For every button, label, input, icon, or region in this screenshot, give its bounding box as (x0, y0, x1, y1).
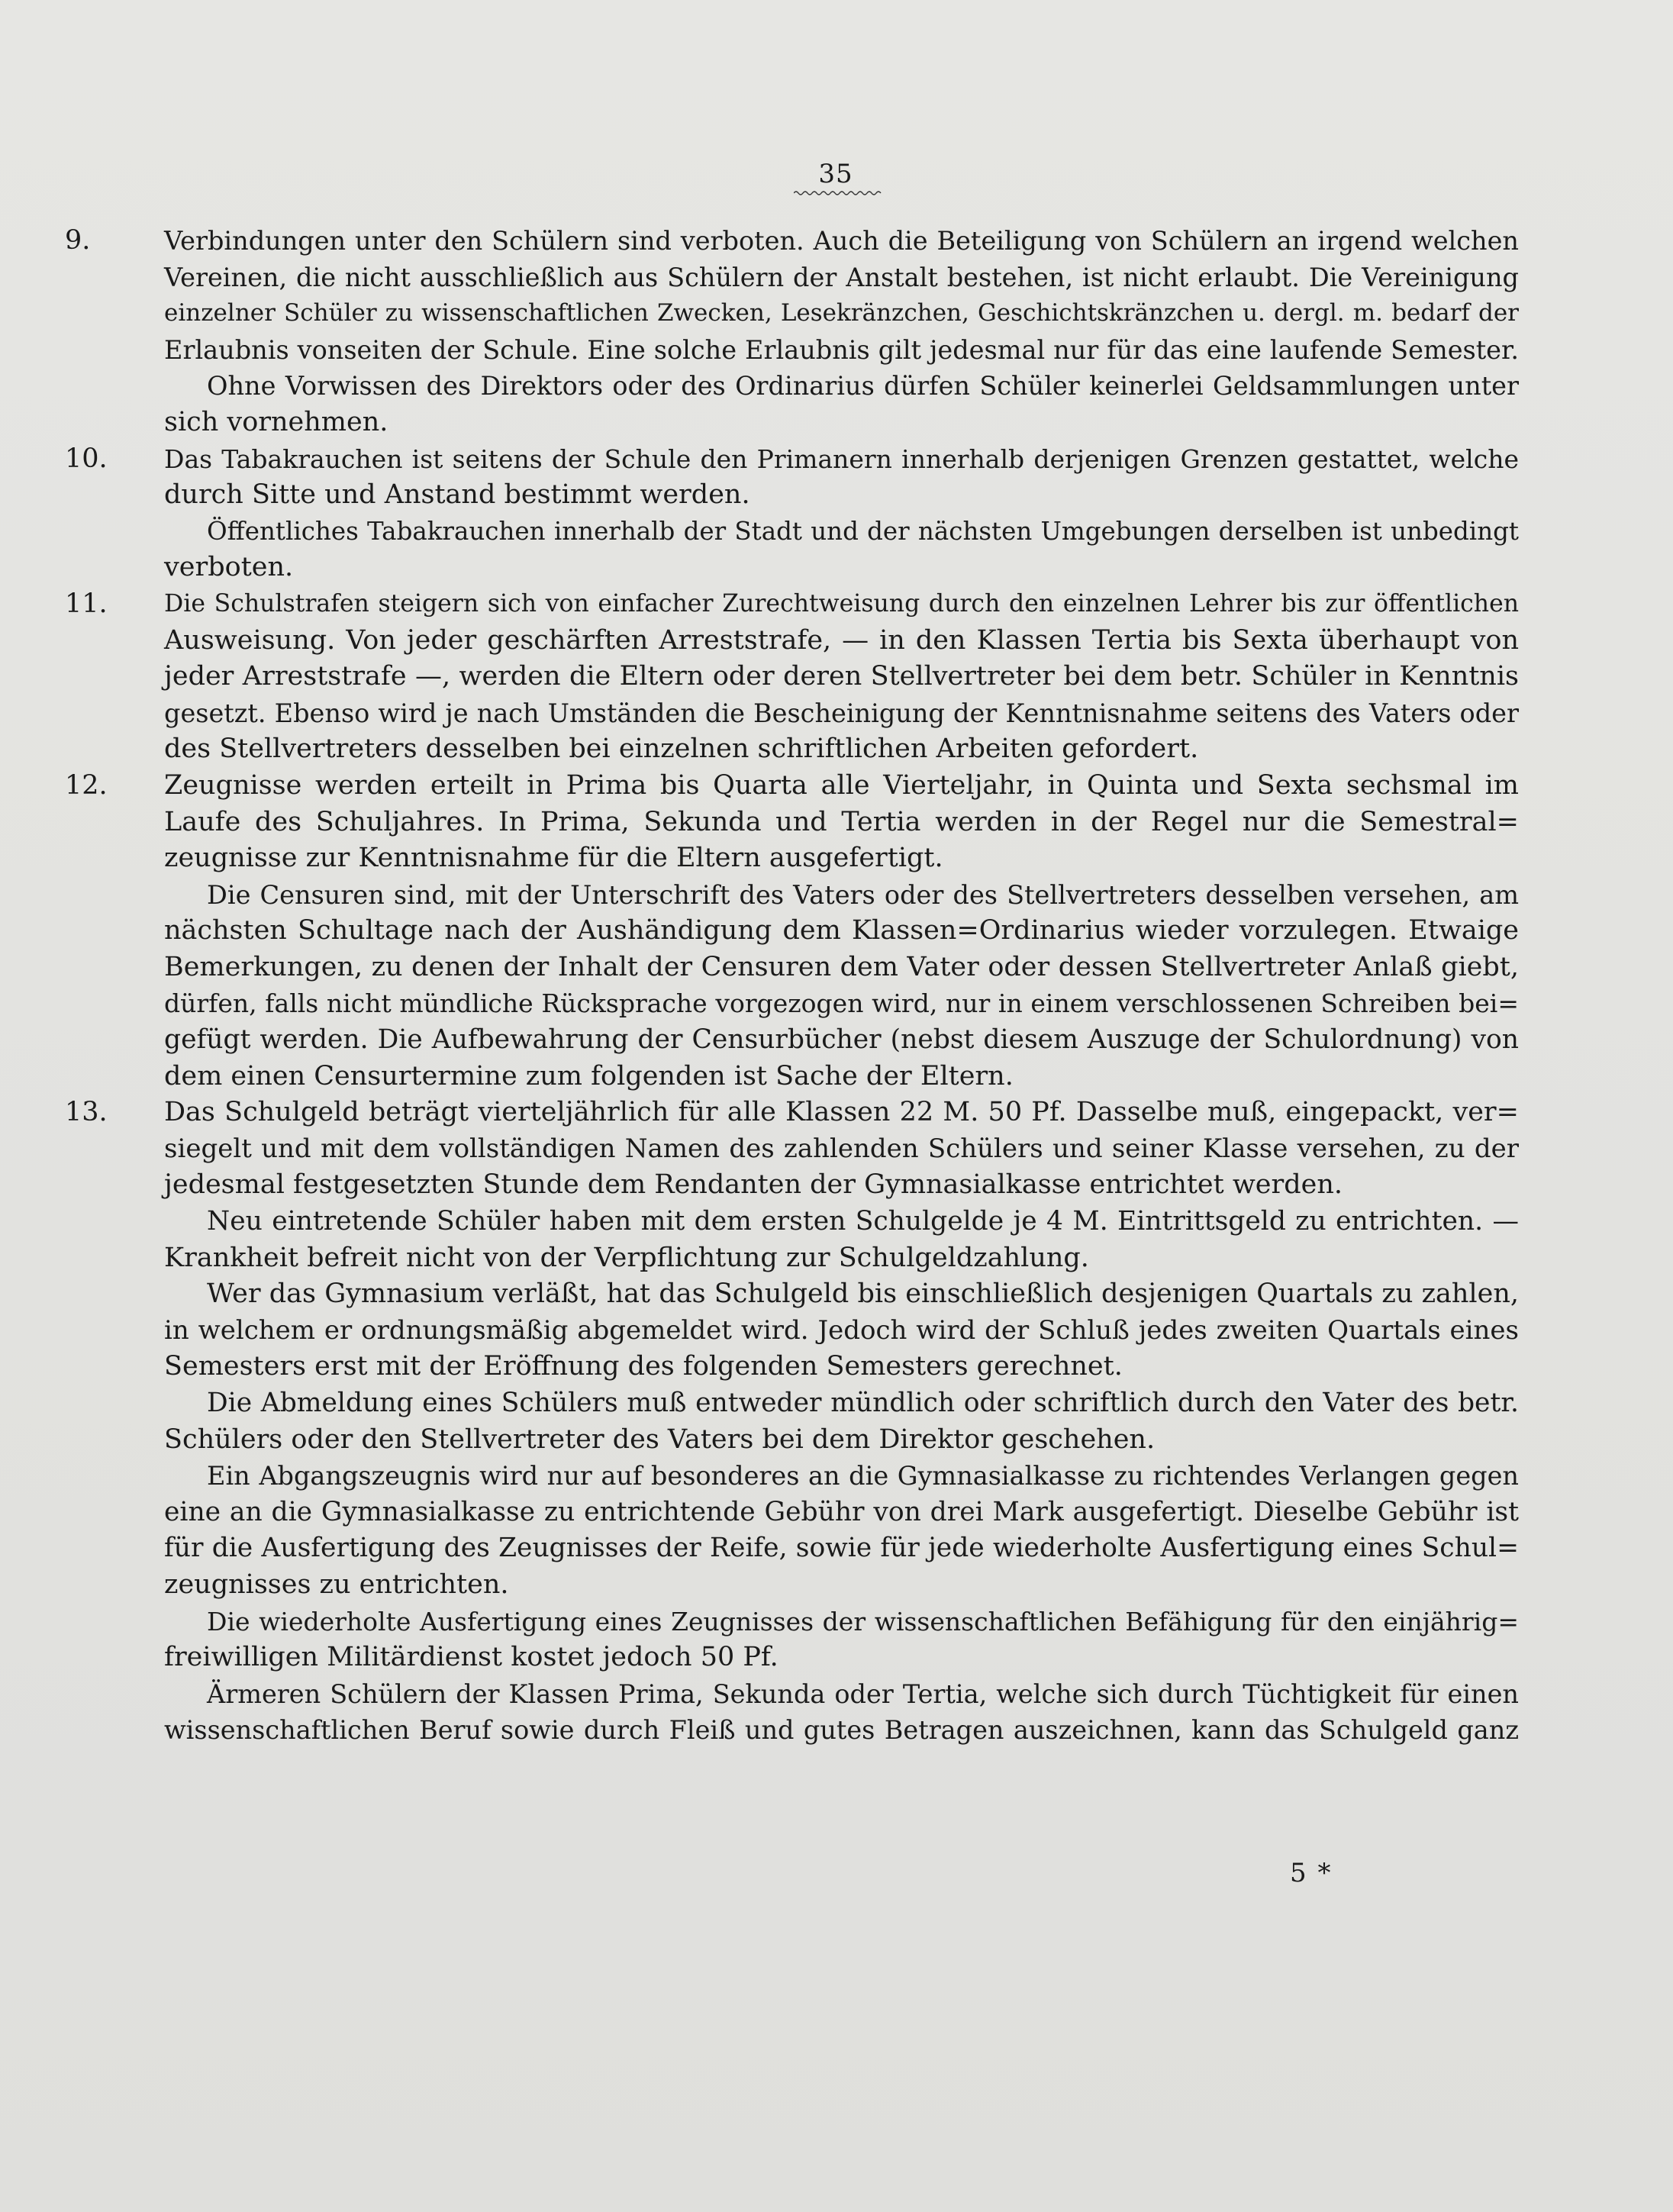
text-line: in welchem er ordnungsmäßig abgemeldet wird. Jedoch wird der Schluß jedes zweiten Quartals eines (164, 1314, 1519, 1346)
text-line: freiwilligen Militärdienst kostet jedoch 50 Pf. (164, 1642, 778, 1673)
text-line: Die Censuren sind, mit der Unterschrift des Vaters oder des Stellvertreters desselben versehen, am (207, 879, 1519, 910)
text-line: durch Sitte und Anstand bestimmt werden. (164, 479, 750, 511)
line-text: Verbindungen unter den Schülern sind verboten. Auch die Beteiligung von Schülern an irgend welchen (164, 226, 1519, 256)
text-line: des Stellvertreters desselben bei einzelnen schriftlichen Arbeiten gefordert. (164, 734, 1199, 765)
text-line: gefügt werden. Die Aufbewahrung der Censurbücher (nebst diesem Auszuge der Schulordnung) von (164, 1024, 1519, 1056)
text-line (65, 1095, 1519, 1131)
line-text: Das Tabakrauchen ist seitens der Schule den Primanern innerhalb derjenigen Grenzen gestattet, welche (164, 443, 1519, 474)
printer-signature-mark: 5 * (1290, 1858, 1333, 1888)
item-number: 13. (65, 1097, 108, 1128)
text-line: siegelt und mit dem vollständigen Namen des zahlenden Schülers und seiner Klasse versehen, zu der (164, 1133, 1519, 1164)
text-line: Öffentliches Tabakrauchen innerhalb der Stadt und der nächsten Umgebungen derselben ist unbedingt (207, 516, 1519, 546)
text-line: nächsten Schultage nach der Aushändigung dem Klassen=Ordinarius wieder vorzulegen. Etwaige (164, 915, 1519, 946)
page-number-ornament (794, 189, 882, 197)
text-line: verboten. (164, 552, 294, 583)
text-line: Vereinen, die nicht ausschließlich aus Schülern der Anstalt bestehen, ist nicht erlaubt. Die Vereinigung (164, 262, 1519, 292)
line-text: Das Schulgeld beträgt vierteljährlich für alle Klassen 22 M. 50 Pf. Dasselbe muß, eingepackt, ver= (164, 1097, 1519, 1128)
text-line: Erlaubnis vonseiten der Schule. Eine solche Erlaubnis gilt jedesmal nur für das eine laufende Semester. (164, 334, 1519, 365)
text-line: Ohne Vorwissen des Direktors oder des Ordinarius dürfen Schüler keinerlei Geldsammlungen unter (207, 371, 1519, 401)
text-line: gesetzt. Ebenso wird je nach Umständen die Bescheinigung der Kenntnisnahme seitens des Vaters oder (164, 698, 1519, 728)
text-line: wissenschaftlichen Beruf sowie durch Fleiß und gutes Betragen auszeichnen, kann das Schulgeld ganz (164, 1715, 1519, 1746)
text-line: Ein Abgangszeugnis wird nur auf besonderes an die Gymnasialkasse zu richtendes Verlangen gegen (207, 1461, 1519, 1491)
text-line: Wer das Gymnasium verläßt, hat das Schulgeld bis einschließlich desjenigen Quartals zu zahlen, (207, 1279, 1519, 1310)
text-line: Die wiederholte Ausfertigung eines Zeugnisses der wissenschaftlichen Befähigung für den einjährig= (207, 1606, 1519, 1636)
text-line: Semesters erst mit der Eröffnung des folgenden Semesters gerechnet. (164, 1351, 1123, 1382)
text-line: eine an die Gymnasialkasse zu entrichtende Gebühr von drei Mark ausgefertigt. Dieselbe Gebühr ist (164, 1496, 1519, 1527)
text-line: einzelner Schüler zu wissenschaftlichen Zwecken, Lesekränzchen, Geschichtskränzchen u. dergl. m. bedarf der (164, 299, 1519, 327)
text-line: dürfen, falls nicht mündliche Rücksprache vorgezogen wird, nur in einem verschlossenen Schreiben bei= (164, 988, 1519, 1019)
item-number: 9. (65, 225, 91, 256)
text-line: Laufe des Schuljahres. In Prima, Sekunda und Tertia werden in der Regel nur die Semestral= (164, 806, 1519, 837)
text-line (65, 768, 1519, 805)
text-line (65, 223, 1519, 260)
text-line: zeugnisse zur Kenntnisnahme für die Eltern ausgefertigt. (164, 843, 943, 874)
text-line: Neu eintretende Schüler haben mit dem ersten Schulgelde je 4 M. Eintrittsgeld zu entrichten. — (207, 1206, 1519, 1237)
text-line: Ausweisung. Von jeder geschärften Arreststrafe, — in den Klassen Tertia bis Sexta überhaupt von (164, 624, 1519, 656)
text-line: zeugnisses zu entrichten. (164, 1569, 509, 1600)
text-line: für die Ausfertigung des Zeugnisses der Reife, sowie für jede wiederholte Ausfertigung eines Schul= (164, 1533, 1519, 1564)
text-line: Krankheit befreit nicht von der Verpflichtung zur Schulgeldzahlung. (164, 1242, 1089, 1273)
text-line: Schülers oder den Stellvertreter des Vaters bei dem Direktor geschehen. (164, 1424, 1156, 1455)
text-line: Bemerkungen, zu denen der Inhalt der Censuren dem Vater oder dessen Stellvertreter Anlaß giebt, (164, 951, 1519, 982)
text-line: jeder Arreststrafe —, werden die Eltern oder deren Stellvertreter bei dem betr. Schüler in Kenntnis (164, 661, 1519, 692)
page-number: 35 (818, 159, 853, 189)
item-number: 10. (65, 443, 108, 474)
text-line: Ärmeren Schülern der Klassen Prima, Sekunda oder Tertia, welche sich durch Tüchtigkeit für einen (207, 1678, 1519, 1709)
text-line: jedesmal festgesetzten Stunde dem Rendanten der Gymnasialkasse entrichtet werden. (164, 1169, 1343, 1201)
line-text: Die Schulstrafen steigern sich von einfacher Zurechtweisung durch den einzelnen Lehrer bis zur öffentlichen (164, 589, 1519, 617)
item-number: 12. (65, 769, 108, 801)
item-number: 11. (65, 588, 108, 619)
text-line (65, 586, 1519, 623)
document-body (65, 223, 1519, 1749)
line-text: Zeugnisse werden erteilt in Prima bis Quarta alle Vierteljahr, in Quinta und Sexta sechsmal im (164, 769, 1519, 801)
text-line (65, 441, 1519, 478)
text-line: sich vornehmen. (164, 406, 388, 437)
text-line: dem einen Censurtermine zum folgenden ist Sache der Eltern. (164, 1060, 1014, 1091)
text-line: Die Abmeldung eines Schülers muß entweder mündlich oder schriftlich durch den Vater des betr. (207, 1388, 1519, 1418)
